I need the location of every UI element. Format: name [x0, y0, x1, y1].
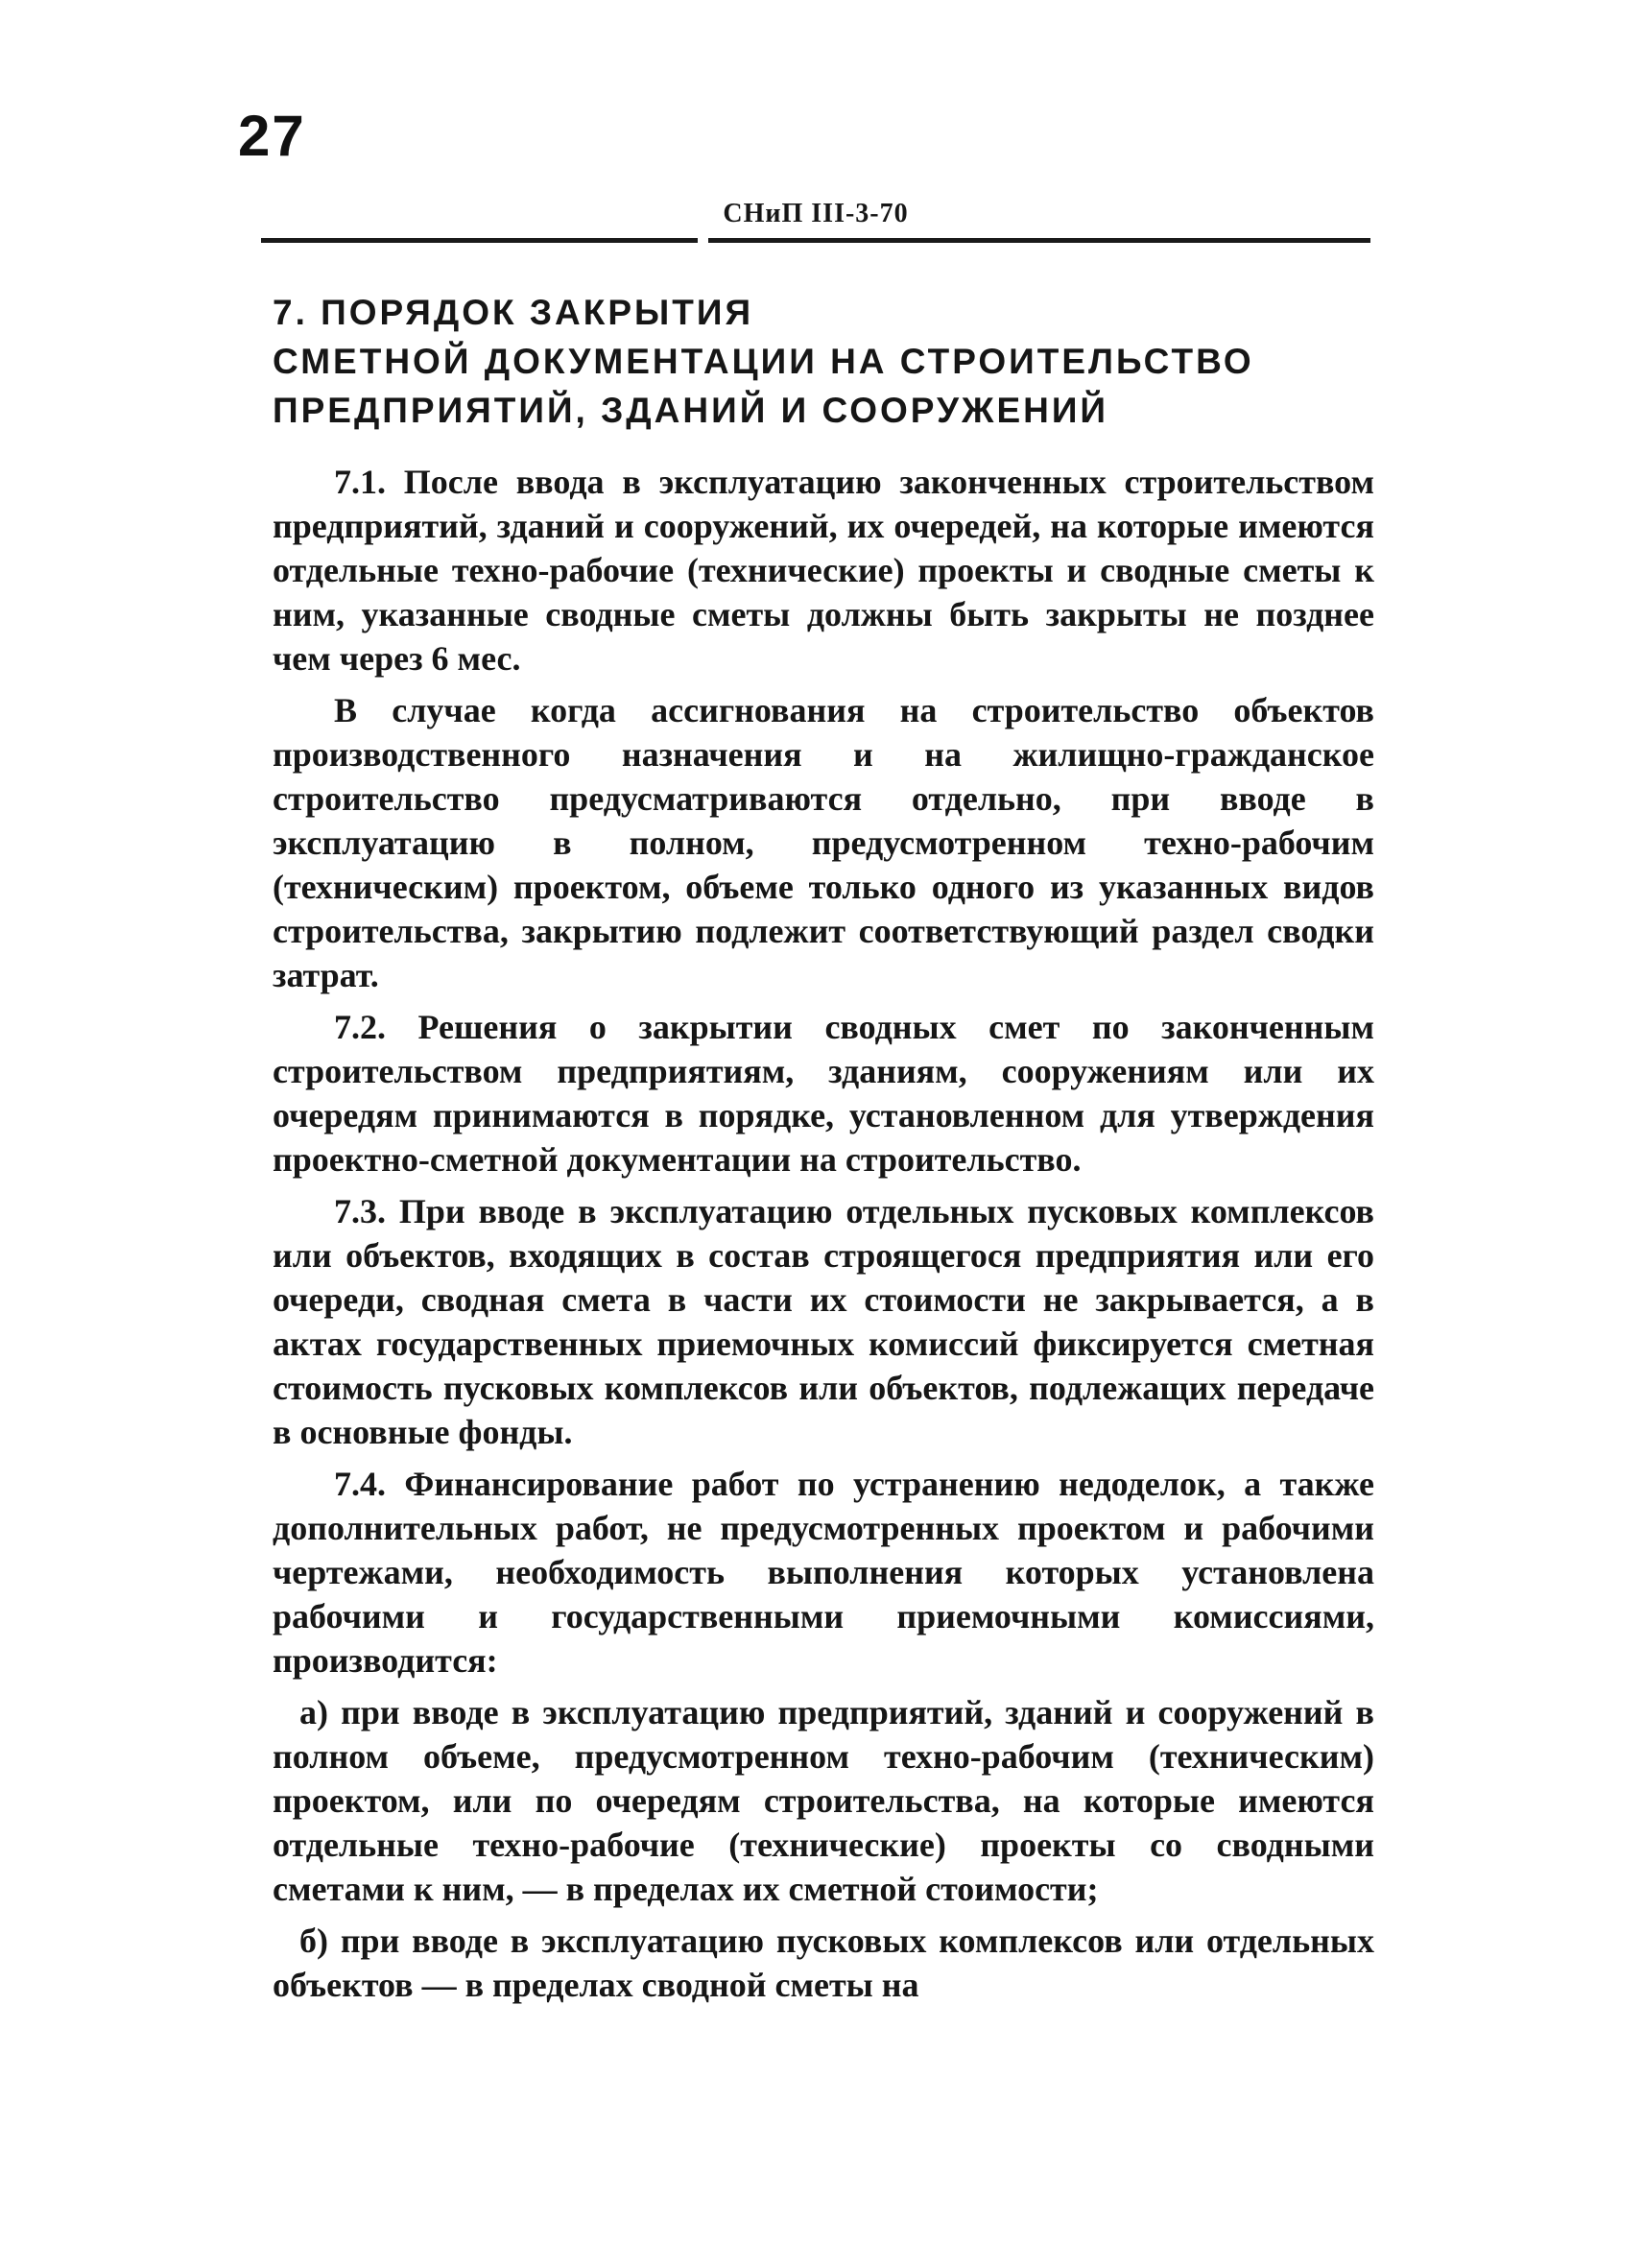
standard-code: СНиП III-3-70: [723, 199, 909, 228]
heading-line: ПРЕДПРИЯТИЙ, ЗДАНИЙ И СООРУЖЕНИЙ: [273, 391, 1109, 430]
list-item-a: а) при вводе в эксплуатацию предприятий, зданий и сооружений в полном объеме, предусмотренном техно-рабочим (техническим) проектом, или по очередям строительства, на которые имеются отдельные техно-рабочие (технические) проекты со сводными сметами к ним, — в пределах их сметной стоимости;: [273, 1693, 1374, 1908]
paragraph-7-2: 7.2. Решения о закрытии сводных смет по законченным строительством предприятиям, зданиям, сооружениям или их очередям принимаются в порядке, установленном для утверждения проектно-сметной документации на строительство.: [273, 1008, 1374, 1179]
heading-line: СМЕТНОЙ ДОКУМЕНТАЦИИ НА СТРОИТЕЛЬСТВО: [273, 342, 1254, 381]
heading-line: 7. ПОРЯДОК ЗАКРЫТИЯ: [273, 293, 754, 332]
header-rule: [261, 238, 1370, 243]
document-body: [273, 288, 1374, 2015]
page-number: 27: [238, 104, 306, 168]
list-item-b: б) при вводе в эксплуатацию пусковых комплексов или отдельных объектов — в пределах сводной сметы на: [273, 1922, 1374, 2004]
paragraph-7-1: 7.1. После ввода в эксплуатацию законченных строительством предприятий, зданий и сооружений, их очередей, на которые имеются отдельные техно-рабочие (технические) проекты и сводные сметы к ним, указанные сводные сметы должны быть закрыты не позднее чем через 6 мес.: [273, 463, 1374, 678]
paragraph-7-3: 7.3. При вводе в эксплуатацию отдельных пусковых комплексов или объектов, входящих в состав строящегося предприятия или его очереди, сводная смета в части их стоимости не закрывается, а в актах государственных приемочных комиссий фиксируется сметная стоимость пусковых комплексов или объектов, подлежащих передаче в основные фонды.: [273, 1192, 1374, 1451]
header-rule-right: [708, 238, 1370, 243]
paragraph-7-1-continued: В случае когда ассигнования на строительство объектов производственного назначения и на жилищно-гражданское строительство предусматриваются отдельно, при вводе в эксплуатацию в полном, предусмотренном техно-рабочим (техническим) проектом, объеме только одного из указанных видов строительства, закрытию подлежит соответствующий раздел сводки затрат.: [273, 691, 1374, 994]
document-header: [261, 196, 1370, 243]
section-heading: [273, 288, 1374, 435]
header-rule-left: [261, 238, 698, 243]
paragraph-7-4: 7.4. Финансирование работ по устранению недоделок, а также дополнительных работ, не предусмотренных проектом и рабочими чертежами, необходимость выполнения которых установлена рабочими и государственными приемочными комиссиями, производится:: [273, 1465, 1374, 1680]
